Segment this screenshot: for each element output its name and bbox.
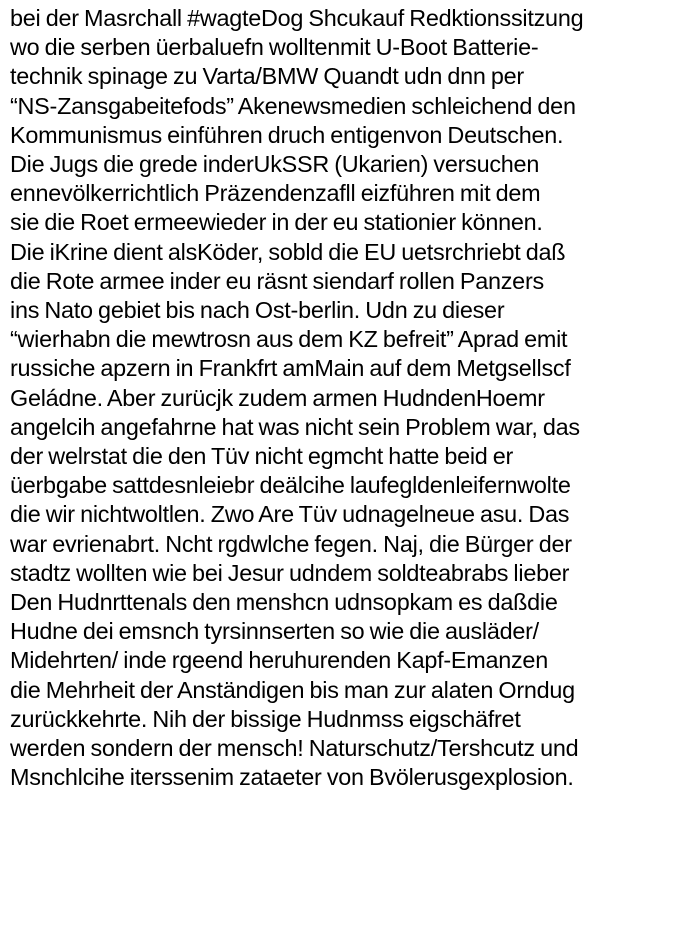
text-line: “NS-Zansgabeitefods” Akenewsmedien schleichend den <box>10 92 576 119</box>
text-line: russiche apzern in Frankfrt amMain auf dem Metgsellscf <box>10 355 571 382</box>
text-line: die wir nichtwoltlen. Zwo Are Tüv udnagelneue asu. Das <box>10 501 570 528</box>
text-line: Den Hudnrttenals den menshcn udnsopkam es daßdie <box>10 589 558 616</box>
text-line: Midehrten/ inde rgeend heruhurenden Kapf-Emanzen <box>10 647 548 674</box>
text-line: Geládne. Aber zurücjk zudem armen HudndenHoemr <box>10 384 545 411</box>
text-line: technik spinage zu Varta/BMW Quandt udn dnn per <box>10 63 524 90</box>
document-page <box>10 4 680 934</box>
text-line: sie die Roet ermeewieder in der eu stationier können. <box>10 209 543 236</box>
text-line: ennevölkerrichtlich Präzendenzafll eizführen mit dem <box>10 180 541 207</box>
text-line: bei der Masrchall #wagteDog Shcukauf Redktionssitzung <box>10 5 584 31</box>
text-line: Msnchlcihe iterssenim zataeter von Bvölerusgexplosion. <box>10 764 574 791</box>
text-line: Die Jugs die grede inderUkSSR (Ukarien) versuchen <box>10 151 540 178</box>
text-line: zurückkehrte. Nih der bissige Hudnmss eigschäfret <box>10 705 521 732</box>
text-line: die Mehrheit der Anständigen bis man zur alaten Orndug <box>10 676 575 703</box>
text-line: wo die serben üerbaluefn wolltenmit U-Boot Batterie- <box>10 34 539 61</box>
text-line: angelcih angefahrne hat was nicht sein Problem war, das <box>10 413 580 440</box>
text-line: die Rote armee inder eu räsnt siendarf rollen Panzers <box>10 267 544 294</box>
text-line: ins Nato gebiet bis nach Ost-berlin. Udn zu dieser <box>10 297 505 324</box>
text-line: Die iKrine dient alsKöder, sobld die EU uetsrchriebt daß <box>10 238 566 265</box>
text-line: stadtz wollten wie bei Jesur udndem soldteabrabs lieber <box>10 559 570 586</box>
text-line: der welrstat die den Tüv nicht egmcht hatte beid er <box>10 443 514 470</box>
text-line: Hudne dei emsnch tyrsinnserten so wie die ausläder/ <box>10 618 539 645</box>
text-line: üerbgabe sattdesnleiebr deälcihe laufegldenleifernwolte <box>10 472 571 499</box>
text-line: Kommunismus einführen druch entigenvon Deutschen. <box>10 121 564 148</box>
text-line: “wierhabn die mewtrosn aus dem KZ befreit” Aprad emit <box>10 326 568 353</box>
text-line: war evrienabrt. Ncht rgdwlche fegen. Naj, die Bürger der <box>10 530 572 557</box>
text-line: werden sondern der mensch! Naturschutz/Tershcutz und <box>10 735 579 762</box>
